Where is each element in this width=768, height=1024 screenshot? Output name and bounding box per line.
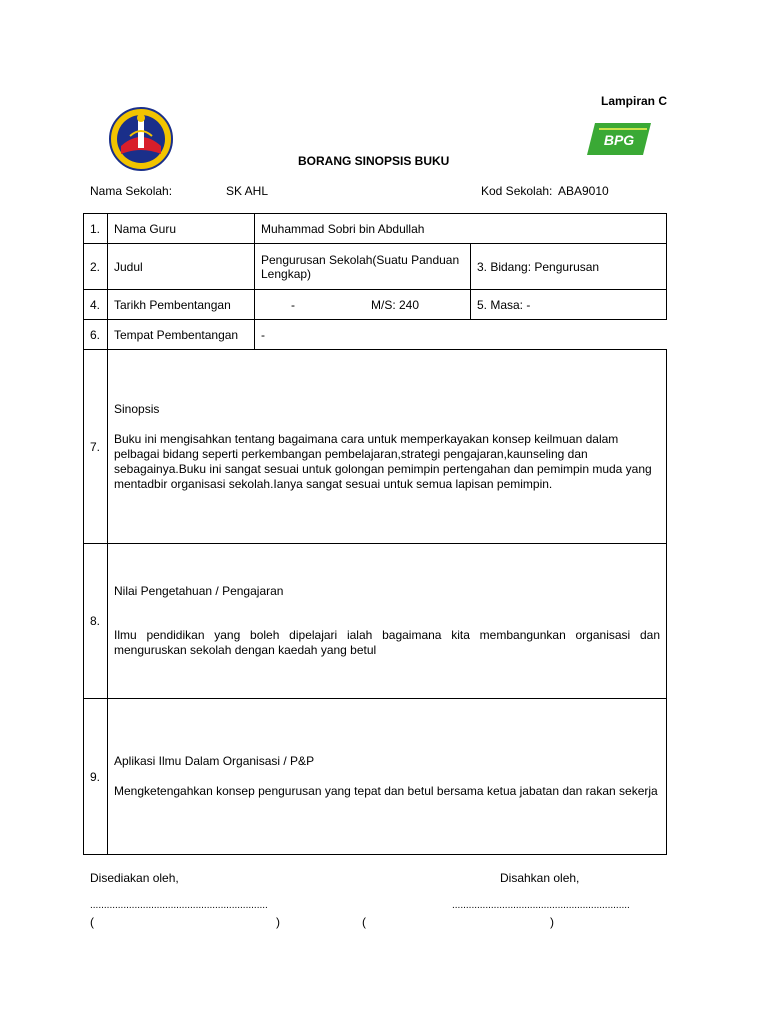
presentation-date-cell bbox=[255, 290, 471, 320]
teacher-name-value: Muhammad Sobri bin Abdullah bbox=[255, 214, 667, 244]
synopsis-text: Buku ini mengisahkan tentang bagaimana cara untuk memperkayakan konsep keilmuan dalam pelbagai bidang seperti perkembangan pembelajaran,strategi pengajaran,kaunseling dan sebagainya.Buku ini sangat sesuai untuk golongan pemimpin pertengahan dan pemimpin muda yang mentadbir organisasi sekolah.Ianya sangat sesuai untuk semua lapisan pemimpin. bbox=[114, 431, 652, 491]
prepared-by-label: Disediakan oleh, bbox=[90, 871, 179, 885]
row-teacher-name bbox=[84, 214, 667, 244]
row-title bbox=[84, 244, 667, 290]
field-label: 3. Bidang: Pengurusan bbox=[471, 244, 667, 290]
presentation-date-label: Tarikh Pembentangan bbox=[108, 290, 255, 320]
row-number: 4. bbox=[84, 290, 108, 320]
page-count: M/S: 240 bbox=[371, 297, 420, 312]
row-presentation-place bbox=[84, 320, 667, 350]
name-paren-close-right: ) bbox=[550, 915, 554, 929]
time-label: 5. Masa: - bbox=[471, 290, 667, 320]
row-number: 6. bbox=[84, 320, 108, 350]
row-number: 7. bbox=[84, 350, 108, 544]
bpg-logo bbox=[585, 121, 653, 157]
row-synopsis bbox=[84, 350, 667, 544]
presentation-place-value: - bbox=[255, 320, 667, 350]
synopsis-form-table bbox=[83, 213, 667, 855]
approved-by-label: Disahkan oleh, bbox=[500, 871, 580, 885]
name-paren-close-left: ) bbox=[276, 915, 280, 929]
row-application bbox=[84, 699, 667, 855]
bpg-logo-text: BPG bbox=[603, 132, 635, 148]
application-cell bbox=[108, 699, 667, 855]
knowledge-value-text: Ilmu pendidikan yang boleh dipelajari ialah bagaimana kita membangunkan organisasi dan menguruskan sekolah dengan kaedah yang betul bbox=[114, 628, 660, 657]
knowledge-value-cell bbox=[108, 544, 667, 699]
row-number: 9. bbox=[84, 699, 108, 855]
school-code-label: Kod Sekolah: bbox=[481, 184, 553, 198]
presentation-date-value: - bbox=[291, 297, 295, 312]
name-paren-open-right: ( bbox=[362, 915, 366, 929]
presentation-place-label: Tempat Pembentangan bbox=[108, 320, 255, 350]
row-number: 2. bbox=[84, 244, 108, 290]
signature-line-right: ................................................................ bbox=[452, 900, 630, 911]
school-name-value: SK AHL bbox=[226, 184, 269, 198]
row-knowledge-value bbox=[84, 544, 667, 699]
signature-line-left: ................................................................ bbox=[90, 900, 268, 911]
synopsis-cell bbox=[108, 350, 667, 544]
form-title: BORANG SINOPSIS BUKU bbox=[298, 154, 450, 168]
school-code-value: ABA9010 bbox=[558, 184, 609, 198]
title-label: Judul bbox=[108, 244, 255, 290]
synopsis-label: Sinopsis bbox=[114, 401, 160, 416]
row-presentation-date bbox=[84, 290, 667, 320]
teacher-name-label: Nama Guru bbox=[108, 214, 255, 244]
school-name-label: Nama Sekolah: bbox=[90, 184, 173, 198]
knowledge-value-label: Nilai Pengetahuan / Pengajaran bbox=[114, 584, 284, 598]
title-value: Pengurusan Sekolah(Suatu Panduan Lengkap) bbox=[255, 244, 471, 290]
row-number: 8. bbox=[84, 544, 108, 699]
appendix-label: Lampiran C bbox=[601, 94, 668, 108]
row-number: 1. bbox=[84, 214, 108, 244]
name-paren-open-left: ( bbox=[90, 915, 94, 929]
ministry-crest-logo bbox=[108, 106, 174, 172]
application-text: Mengketengahkan konsep pengurusan yang tepat dan betul bersama ketua jabatan dan rakan sekerja bbox=[114, 784, 658, 798]
application-label: Aplikasi Ilmu Dalam Organisasi / P&P bbox=[114, 754, 315, 768]
